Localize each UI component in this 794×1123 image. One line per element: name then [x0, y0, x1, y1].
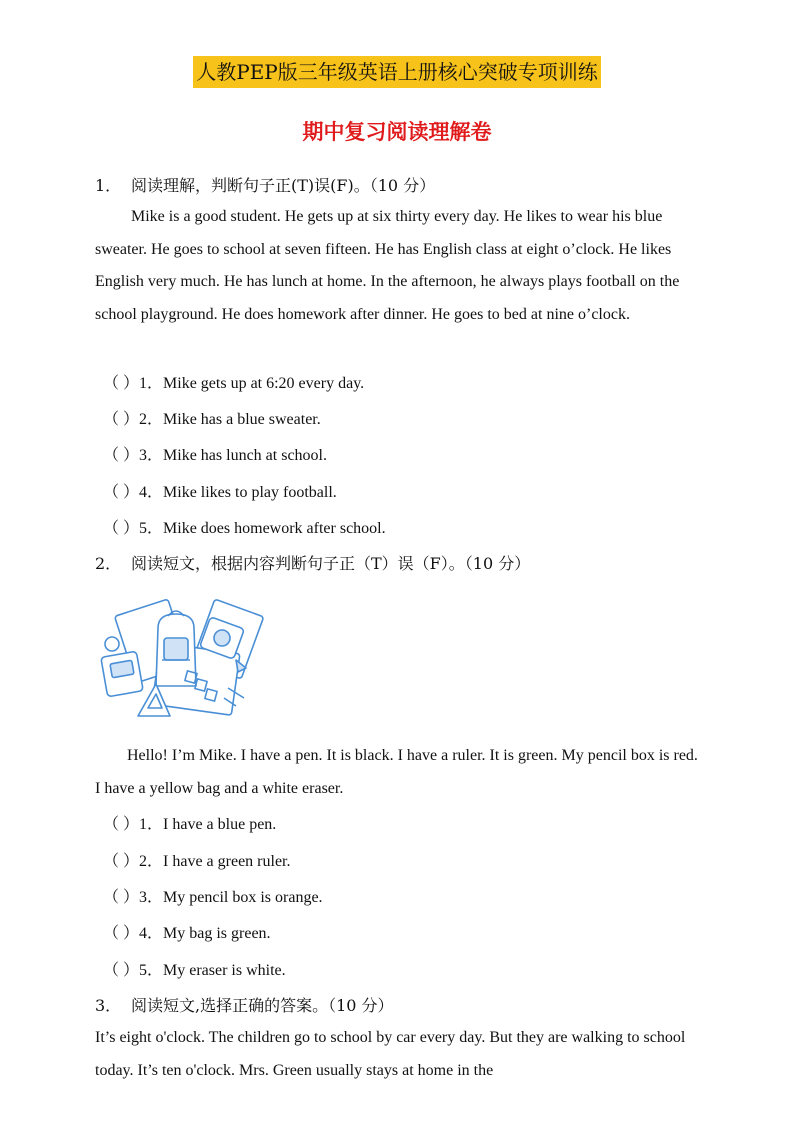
item-text: 1．I have a blue pen. [139, 816, 277, 833]
item-text: 5．My eraser is white. [139, 962, 286, 979]
question-number: 3． [95, 996, 122, 1015]
school-supplies-illustration [96, 588, 264, 730]
worksheet-subtitle: 期中复习阅读理解卷 [302, 120, 492, 144]
answer-bracket[interactable]: （ ） [103, 816, 140, 833]
question-2-heading [95, 551, 530, 574]
answer-bracket[interactable]: （ ） [103, 520, 140, 537]
question-1-heading [95, 173, 435, 196]
passage-text: Hello! I’m Mike. I have a pen. It is black. I have a ruler. It is green. My pencil box is red. I have a yellow bag and a white eraser. [95, 747, 698, 797]
question-1-item-1 [103, 370, 364, 393]
question-2-item-1 [103, 811, 276, 834]
passage-text: Mike is a good student. He gets up at six thirty every day. He likes to wear his blue sweater. He goes to school at seven fifteen. He has English class at eight o’clock. He likes English very much. He has lunch at home. In the afternoon, he always plays football on the school playground. He does homework after dinner. He goes to bed at nine o’clock. [95, 208, 680, 323]
worksheet-title [0, 56, 794, 85]
answer-bracket[interactable]: （ ） [103, 962, 140, 979]
worksheet-title-text: 人教PEP版三年级英语上册核心突破专项训练 [193, 56, 601, 88]
item-text: 2．Mike has a blue sweater. [139, 411, 321, 428]
answer-bracket[interactable]: （ ） [103, 375, 140, 392]
passage-text: It’s eight o'clock. The children go to school by car every day. But they are walking to school today. It’s ten o'clock. Mrs. Green usually stays at home in the [95, 1029, 686, 1079]
item-text: 2．I have a green ruler. [139, 853, 291, 870]
question-2-passage [95, 740, 705, 805]
question-3-heading [95, 993, 394, 1016]
answer-bracket[interactable]: （ ） [103, 853, 140, 870]
answer-bracket[interactable]: （ ） [103, 411, 140, 428]
question-instruction: 阅读理解，判断句子正(T)误(F)。（10 分） [131, 176, 436, 195]
item-text: 3．My pencil box is orange. [139, 889, 323, 906]
question-2-item-2 [103, 848, 291, 871]
item-text: 1．Mike gets up at 6:20 every day. [139, 375, 365, 392]
question-number: 1． [95, 176, 122, 195]
answer-bracket[interactable]: （ ） [103, 447, 140, 464]
item-text: 4．My bag is green. [139, 925, 271, 942]
answer-bracket[interactable]: （ ） [103, 925, 140, 942]
question-2-item-3 [103, 884, 323, 907]
question-instruction: 阅读短文,选择正确的答案。（10 分） [131, 996, 394, 1015]
question-1-item-3 [103, 442, 327, 465]
question-2-item-4 [103, 920, 271, 943]
question-1-item-4 [103, 479, 337, 502]
answer-bracket[interactable]: （ ） [103, 889, 140, 906]
question-3-passage [95, 1022, 705, 1087]
question-1-item-5 [103, 515, 386, 538]
item-text: 3．Mike has lunch at school. [139, 447, 327, 464]
item-text: 4．Mike likes to play football. [139, 484, 337, 501]
question-instruction: 阅读短文，根据内容判断句子正（T）误（F）。（10 分） [131, 554, 531, 573]
question-2-item-5 [103, 957, 286, 980]
answer-bracket[interactable]: （ ） [103, 484, 140, 501]
question-1-item-2 [103, 406, 321, 429]
question-1-passage [95, 201, 705, 331]
question-number: 2． [95, 554, 122, 573]
item-text: 5．Mike does homework after school. [139, 520, 386, 537]
